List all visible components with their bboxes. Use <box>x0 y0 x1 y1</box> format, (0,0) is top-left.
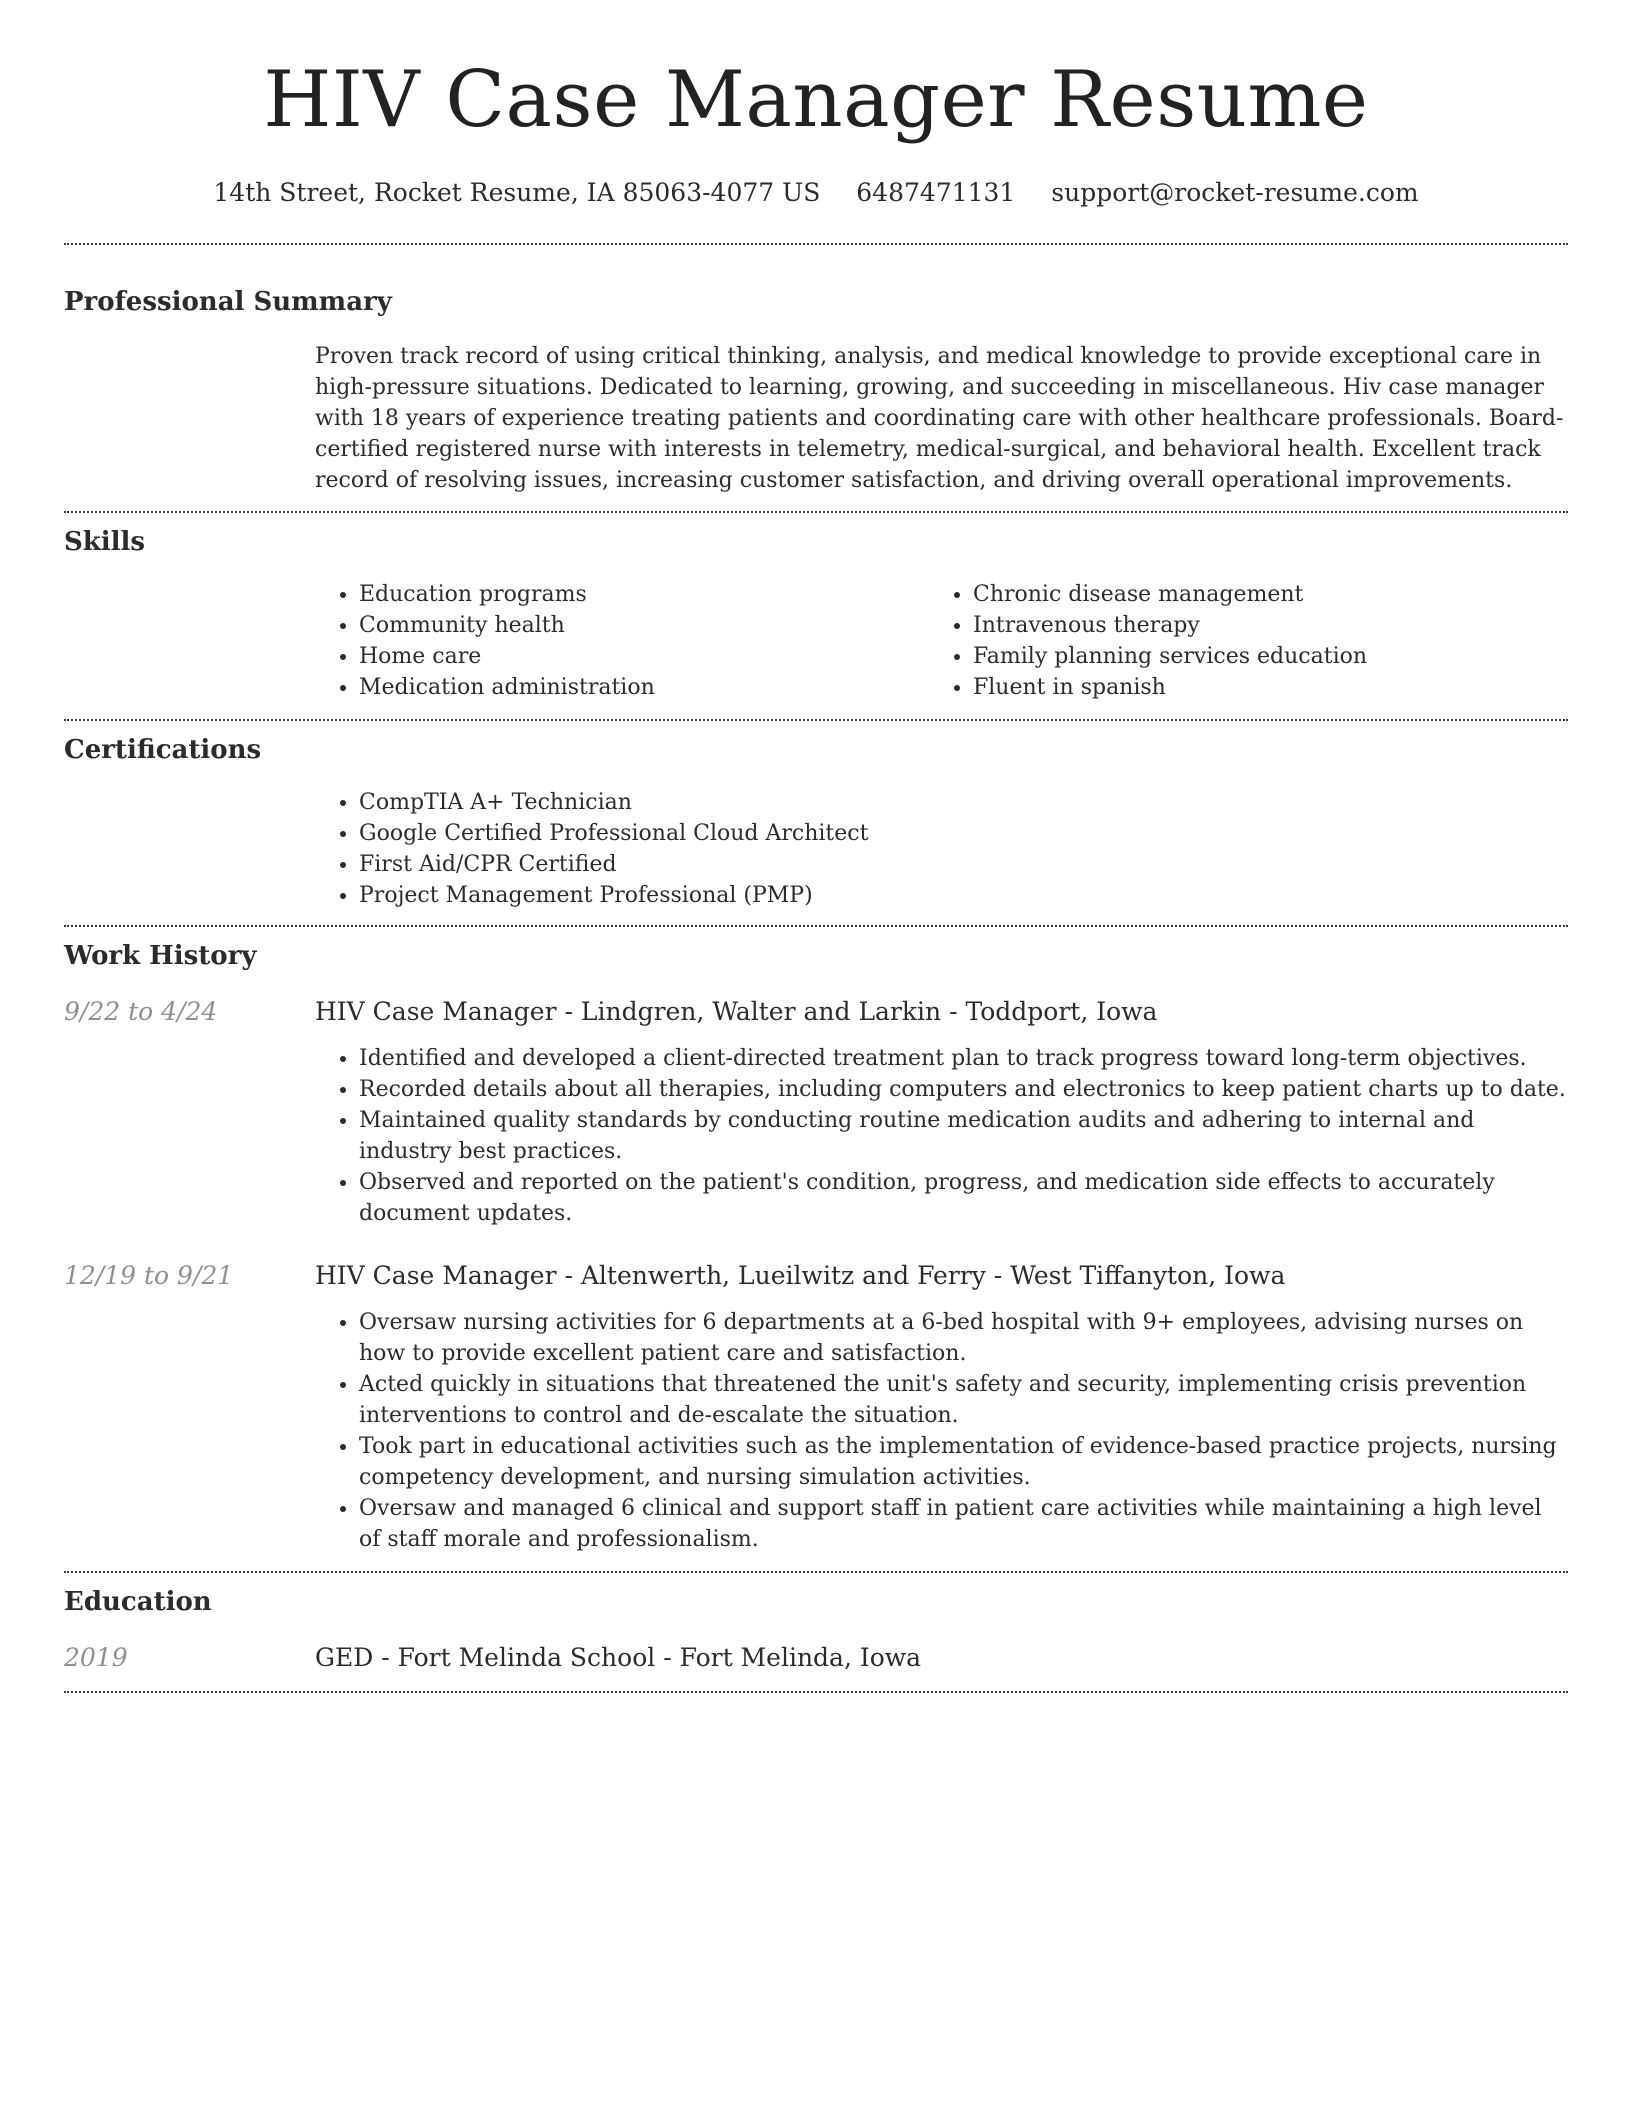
job-date: 12/19 to 9/21 <box>64 1261 234 1290</box>
certifications-content <box>315 787 1568 911</box>
job-entry <box>64 1259 1568 1293</box>
job-details <box>315 1043 1568 1229</box>
job-bullets <box>315 1307 1568 1555</box>
summary-content <box>315 341 1568 496</box>
section-title-certifications: Certifications <box>64 735 262 765</box>
skill-item: • Home care <box>359 641 929 672</box>
job-date: 9/22 to 4/24 <box>64 997 218 1026</box>
skills-list <box>315 579 1568 703</box>
job-bullet: • Maintained quality standards by conducting routine medication audits and adhering to internal and industry best practices. <box>359 1105 1568 1167</box>
education-section <box>64 1585 1568 1675</box>
resume-header <box>0 0 1632 210</box>
contact-line <box>0 176 1632 210</box>
job-bullet: • Acted quickly in situations that threatened the unit's safety and security, implementing crisis prevention interventions to control and de-escalate the situation. <box>359 1369 1568 1431</box>
section-title-work-history: Work History <box>64 941 257 971</box>
divider <box>64 719 1568 721</box>
job-details <box>315 1307 1568 1555</box>
address: 14th Street, Rocket Resume, IA 85063-4077 US <box>213 178 821 207</box>
job-title: HIV Case Manager - Altenwerth, Lueilwitz and Ferry - West Tiffanyton, Iowa <box>315 1261 1286 1290</box>
skill-item: • Medication administration <box>359 672 929 703</box>
summary-text: Proven track record of using critical thinking, analysis, and medical knowledge to provide exceptional care in high-pressure situations. Dedicated to learning, growing, and succeeding in miscellaneous. Hiv case manager with 18 years of experience treating patients and coordinating care with other healthcare professionals. Board-certified registered nurse with interests in telemetry, medical-surgical, and behavioral health. Excellent track record of resolving issues, increasing customer satisfaction, and driving overall operational improvements. <box>315 344 1564 493</box>
summary-section <box>64 285 1568 496</box>
certification-item: • First Aid/CPR Certified <box>359 849 1568 880</box>
job-entry <box>64 995 1568 1029</box>
work-history-section <box>64 939 1568 1555</box>
skills-section <box>64 525 1568 703</box>
education-date: 2019 <box>64 1643 128 1672</box>
job-title: HIV Case Manager - Lindgren, Walter and Larkin - Toddport, Iowa <box>315 997 1158 1026</box>
skill-item: • Intravenous therapy <box>973 610 1543 641</box>
divider <box>64 925 1568 927</box>
resume-title: HIV Case Manager Resume <box>263 55 1369 145</box>
email: support@rocket-resume.com <box>1051 178 1419 207</box>
section-title-education: Education <box>64 1587 212 1617</box>
certifications-list <box>315 787 1568 911</box>
divider <box>64 1571 1568 1573</box>
skills-column-right <box>929 579 1543 703</box>
job-bullet: • Oversaw and managed 6 clinical and support staff in patient care activities while maintaining a high level of staff morale and professionalism. <box>359 1493 1568 1555</box>
job-bullet: • Oversaw nursing activities for 6 departments at a 6-bed hospital with 9+ employees, advising nurses on how to provide excellent patient care and satisfaction. <box>359 1307 1568 1369</box>
skill-item: • Community health <box>359 610 929 641</box>
certifications-section <box>64 733 1568 911</box>
job-bullet: • Observed and reported on the patient's condition, progress, and medication side effects to accurately document updates. <box>359 1167 1568 1229</box>
divider <box>64 511 1568 513</box>
section-title-summary: Professional Summary <box>64 287 392 317</box>
skills-column-left <box>315 579 929 703</box>
skill-item: • Fluent in spanish <box>973 672 1543 703</box>
education-entry <box>64 1641 1568 1675</box>
skill-item: • Family planning services education <box>973 641 1543 672</box>
divider <box>64 243 1568 245</box>
certification-item: • Google Certified Professional Cloud Architect <box>359 818 1568 849</box>
education-title: GED - Fort Melinda School - Fort Melinda, Iowa <box>315 1643 922 1672</box>
phone: 6487471131 <box>856 178 1016 207</box>
certification-item: • Project Management Professional (PMP) <box>359 880 1568 911</box>
job-bullet: • Took part in educational activities such as the implementation of evidence-based practice projects, nursing competency development, and nursing simulation activities. <box>359 1431 1568 1493</box>
divider <box>64 1691 1568 1693</box>
job-bullet: • Identified and developed a client-directed treatment plan to track progress toward long-term objectives. <box>359 1043 1568 1074</box>
section-title-skills: Skills <box>64 527 146 557</box>
skill-item: • Chronic disease management <box>973 579 1543 610</box>
certification-item: • CompTIA A+ Technician <box>359 787 1568 818</box>
job-bullets <box>315 1043 1568 1229</box>
job-bullet: • Recorded details about all therapies, including computers and electronics to keep patient charts up to date. <box>359 1074 1568 1105</box>
skill-item: • Education programs <box>359 579 929 610</box>
